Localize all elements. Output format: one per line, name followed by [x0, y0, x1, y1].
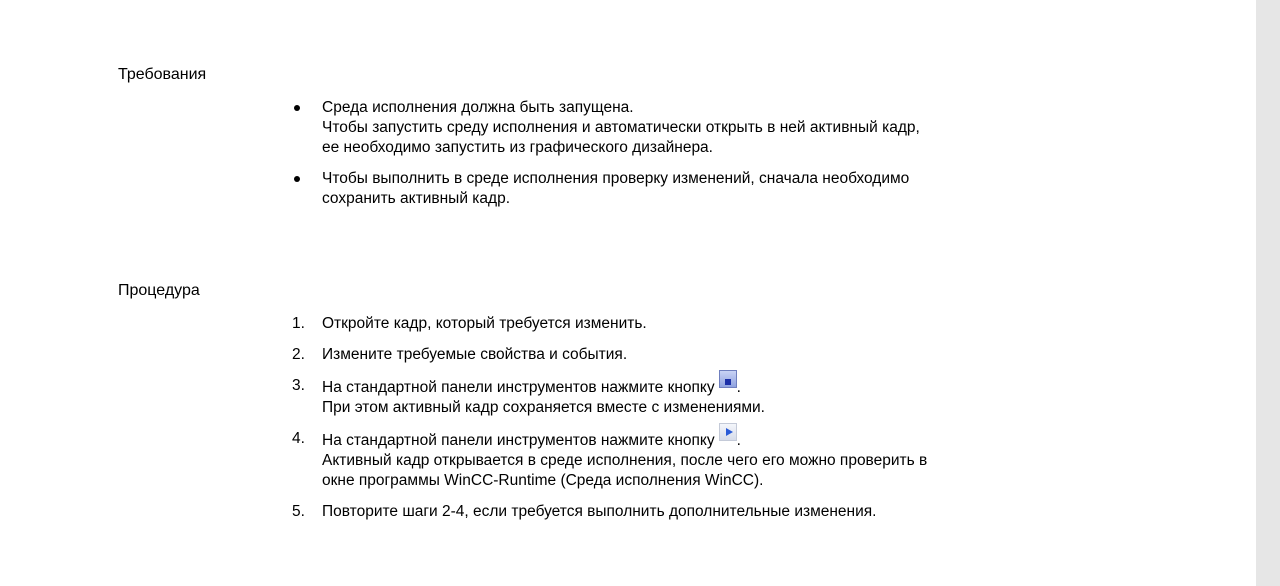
- list-item: 3. На стандартной панели инструментов нажмите кнопку . При этом активный кадр сохраняется вместе с изменениями.: [292, 376, 1192, 418]
- bullet-icon: [294, 105, 300, 111]
- procedure-heading: Процедура: [118, 282, 200, 299]
- requirements-list: [292, 98, 1192, 220]
- procedure-list: [292, 314, 1192, 533]
- list-item: 4. На стандартной панели инструментов нажмите кнопку . Активный кадр открывается в среде исполнения, после чего его можно проверить в окне программы WinCC-Runtime (Среда исполнения WinCC).: [292, 429, 1192, 491]
- list-item: 5. Повторите шаги 2-4, если требуется выполнить дополнительные изменения.: [292, 503, 877, 520]
- step-number: 2.: [292, 346, 305, 363]
- list-item: 1. Откройте кадр, который требуется изменить.: [292, 315, 647, 332]
- list-item: Среда исполнения должна быть запущена. Чтобы запустить среду исполнения и автоматически открыть в ней активный кадр, ее необходимо запустить из графического дизайнера.: [292, 98, 1192, 158]
- step-number: 1.: [292, 315, 305, 332]
- step-number: 4.: [292, 430, 305, 447]
- save-icon: [719, 370, 737, 388]
- step-number: 5.: [292, 503, 305, 520]
- bullet-icon: [294, 176, 300, 182]
- list-item: Чтобы выполнить в среде исполнения проверку изменений, сначала необходимо сохранить активный кадр.: [292, 169, 1192, 209]
- play-icon: [719, 423, 737, 441]
- side-scroll-strip: [1256, 0, 1280, 586]
- requirements-heading: Требования: [118, 66, 207, 83]
- list-item: 2. Измените требуемые свойства и события.: [292, 346, 628, 363]
- step-number: 3.: [292, 377, 305, 394]
